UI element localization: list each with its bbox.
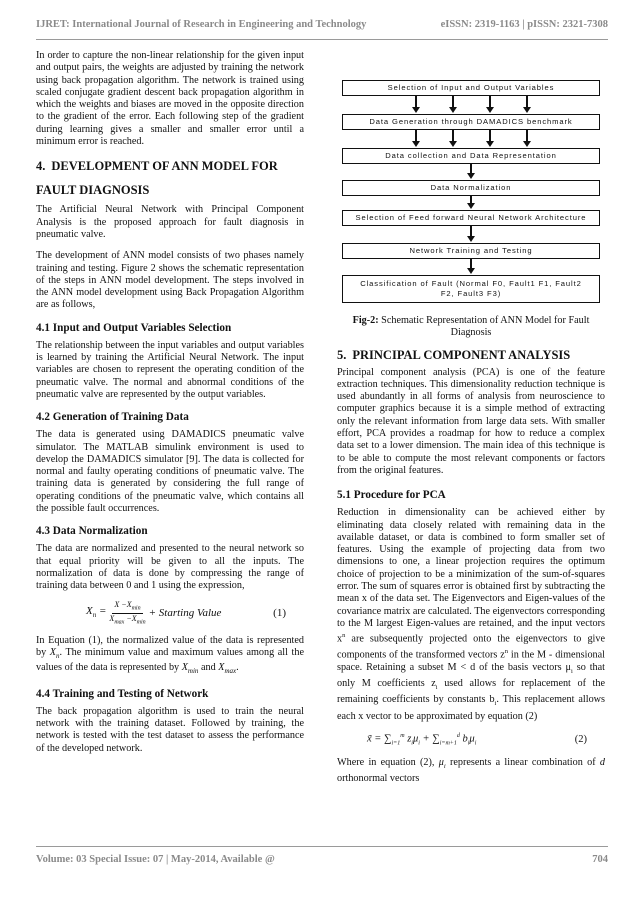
page-footer <box>36 846 608 872</box>
flow-box-architecture-selection: Selection of Feed forward Neural Network Architecture <box>342 210 600 226</box>
flow-box-data-collection: Data collection and Data Representation <box>342 148 600 164</box>
section-5-1-heading: 5.1 Procedure for PCA <box>337 489 446 502</box>
flow-arrow <box>489 130 491 142</box>
flow-arrow <box>415 96 417 108</box>
figure-caption-text: Schematic Representation of ANN Model for Fault Diagnosis <box>378 315 590 339</box>
section-5-heading <box>337 346 605 364</box>
section-4-heading <box>36 154 304 202</box>
flow-arrow <box>470 164 472 174</box>
section-4-paragraph-2: The development of ANN model consists of two phases namely training and testing. Figure 2 shows the schematic representation of the steps in ANN model development. The steps involved in the ANN model development using Back Propagation Algorithm are as follows, <box>36 250 304 311</box>
section-5-1-paragraph: Reduction in dimensionality can be achieved either by eliminating data closely related with remaining data in the available dataset, or data is combined to form smaller set of features. Using the example of projecting data from two dimensions to one, a linear projection requires the optimum choice of projection to be a minimization of the sum-of-squares error. The sum of squares error is obtained first by subtracting the mean x of the data set. The Eigenvectors and Eigen-values of the covariance matrix are calculated. The eigenvectors corresponding to the M largest Eigen-values are retained, and the input vectors $x^n$ are subsequently projected onto the eigenvectors to give components of the transformed vectors $z^n$ in the M - dimensional space. Retaining a subset M < d of the basis vectors $\mu_i$ so that only M coefficients $z_i$ used allows for replacement of the remaining coefficients by constants $b_i$. This replacement allows each x vector to be approximated by equation (2) <box>337 507 606 722</box>
right-column <box>337 50 605 785</box>
equation-2 <box>337 730 605 750</box>
flow-box-data-normalization: Data Normalization <box>342 180 600 196</box>
journal-title: IJRET: International Journal of Research in Engineering and Technology <box>36 19 367 30</box>
flow-arrow <box>470 259 472 269</box>
flow-arrow <box>526 96 528 108</box>
ann-flowchart <box>337 50 605 305</box>
flow-arrow <box>452 96 454 108</box>
flow-box-input-output-selection: Selection of Input and Output Variables <box>342 80 600 96</box>
page-number: 704 <box>592 854 608 865</box>
flow-arrow <box>489 96 491 108</box>
section-4-4-heading: 4.4 Training and Testing of Network <box>36 687 209 700</box>
flow-arrow <box>415 130 417 142</box>
section-4-2-paragraph: The data is generated using DAMADICS pneumatic valve simulator. The MATLAB simulink environment is used to develop the DAMADICS simulator [9]. The data is collected for normal and faulty operating conditions of pneumatic valve. The training data is generated by considering the full range of operating conditions of the pneumatic valve, which contains all the possible fault occurrences. <box>36 429 304 515</box>
section-4-1-paragraph: The relationship between the input variables and output variables is learned by training the Artificial Neural Network. The input variables are chosen to represent the operating condition of the pneumatic valve. The normal and abnormal conditions of the pneumatic valve are represented by the output variables. <box>36 339 304 400</box>
eq1-rhs: + Starting Value <box>148 607 222 620</box>
figure-caption-label: Fig-2: <box>352 315 379 326</box>
intro-paragraph: In order to capture the non-linear relationship for the given input and output pairs, the weights are adjusted by training the network using back propagation algorithm. The network is trained using scaled conjugate gradient descent back propagation algorithm in which the weights and biases are moved in the opposite direction to the gradient of the error. Each following step of the gradient during learning gives a smaller and smaller error until a minimum error is reached. <box>36 50 304 148</box>
section-4-1-heading: 4.1 Input and Output Variables Selection <box>36 321 232 334</box>
issn: eISSN: 2319-1163 | pISSN: 2321-7308 <box>440 19 608 30</box>
section-4-number: 4. <box>36 159 46 174</box>
flow-box-training-testing: Network Training and Testing <box>342 243 600 259</box>
section-5-paragraph: Principal component analysis (PCA) is one of the feature extraction techniques. This dimensionality reduction technique is used abundantly in all forms of analysis from neuroscience to computer graphics because it is a simple method of extracting only the relevant information from large data sets. With smaller effort, PCA provides a roadmap for how to reduce a complex data set to a lower dimension. The main idea of this technique is to be able to compute the most relevant components or factors from the original features. <box>337 366 605 476</box>
equation-1 <box>36 600 304 628</box>
flow-arrow <box>526 130 528 142</box>
flow-box-data-generation: Data Generation through DAMADICS benchmark <box>342 114 600 130</box>
volume-info: Volume: 03 Special Issue: 07 | May-2014, Available @ <box>36 854 275 865</box>
section-4-3-heading: 4.3 Data Normalization <box>36 525 148 538</box>
section-4-title: DEVELOPMENT OF ANN MODEL FOR FAULT DIAGNOSIS <box>36 159 278 198</box>
section-4-3-after-equation: In Equation (1), the normalized value of the data is represented by $X_n$. The minimum value and maximum values among all the values of the data is represented by $X_{min}$ and $X_{max}$. <box>36 634 304 676</box>
flow-arrow <box>470 226 472 237</box>
flow-box-classification: Classification of Fault (Normal F0, Fault1 F1, Fault2 F2, Fault3 F3) <box>342 275 600 303</box>
section-4-2-heading: 4.2 Generation of Training Data <box>36 411 189 424</box>
flow-arrow <box>470 196 472 204</box>
section-4-4-paragraph: The back propagation algorithm is used to train the neural network with the training dataset. Followed by training, the network is tested with the test dataset to assess the performance of the developed network. <box>36 705 304 754</box>
section-4-3-paragraph: The data are normalized and presented to the neural network so that equal priority will be given to all the inputs. The normalization of data is done by compressing the range of training data between 0 and 1 using the expression, <box>36 543 304 592</box>
after-equation-2: Where in equation (2), $\mu_i$ represents a linear combination of d orthonormal vectors <box>337 756 605 785</box>
section-5-title: PRINCIPAL COMPONENT ANALYSIS <box>352 347 571 362</box>
eq1-fraction: $\frac{X -X_{min}}{X_{max} -X_{min}}$ <box>109 599 146 626</box>
section-4-paragraph-1: The Artificial Neural Network with Principal Component Analysis is the proposed approach for fault diagnosis in pneumatic valve. <box>36 204 304 240</box>
page-header <box>36 10 608 40</box>
eq1-lhs: $X_n$ = <box>86 605 107 620</box>
flow-arrow <box>452 130 454 142</box>
figure-caption <box>337 315 605 340</box>
eq2-body: x̃ = $\sum_{i=1}^m$ $z_i\mu_i + \sum_{i=m+1}^d$ $b_i\mu_i$ <box>367 732 477 747</box>
eq1-number: (1) <box>273 607 286 620</box>
eq2-number: (2) <box>574 733 587 745</box>
section-5-number: 5. <box>337 347 347 362</box>
left-column <box>36 50 304 755</box>
